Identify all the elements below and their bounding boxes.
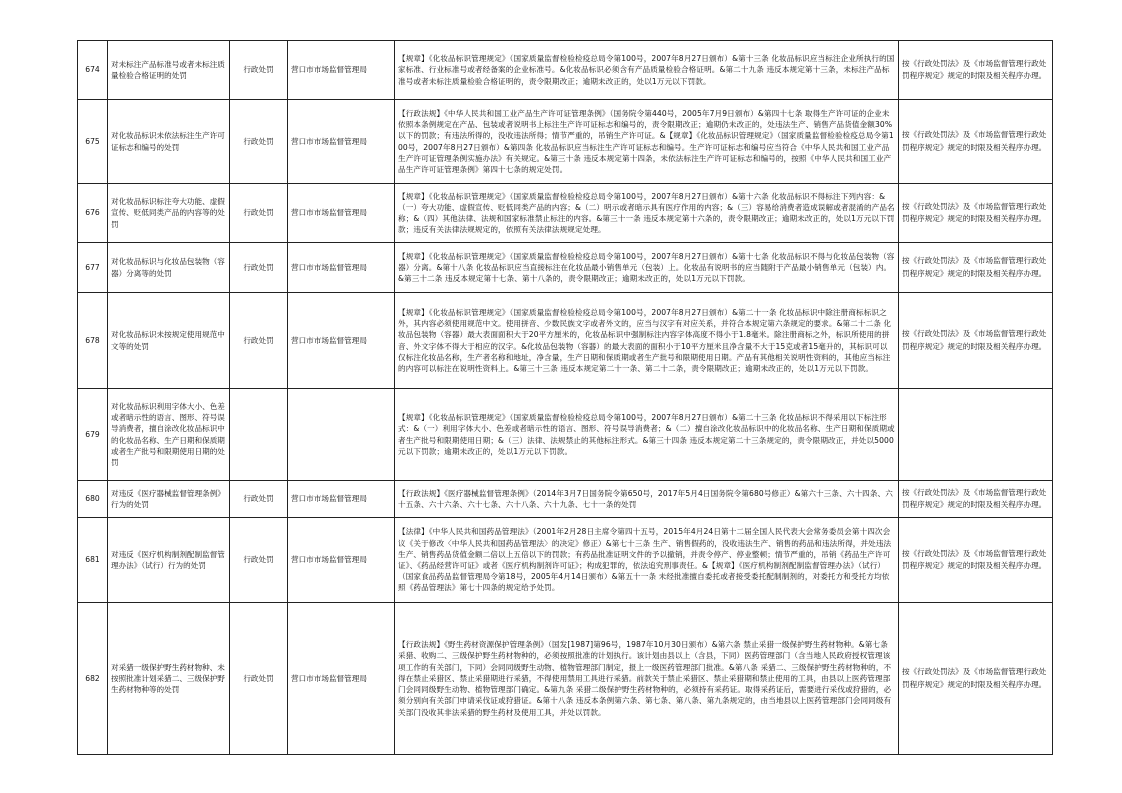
item-name: 对化妆品标识利用字体大小、色差或者暗示性的语言、图形、符号误导消费者，擅自涂改化妆品标识中的化妆品名称、生产日期和保质期或者生产批号和限期使用日期的处罚 xyxy=(108,389,230,481)
item-name: 对化妆品标识未依法标注生产许可证标志和编号的处罚 xyxy=(108,100,230,184)
legal-basis: 【规章】《化妆品标识管理规定》（国家质量监督检验检疫总局令第100号，2007年8月27日颁布）&第十六条 化妆品标识不得标注下列内容：&（一）夸大功能、虚假宣传、贬低同类产品的内容；&（二）明示或者暗示具有医疗作用的内容；&（三）容易给消费者造成误解或者混淆的产品名称；&（四）其他法律、法规和国家标准禁止标注的内容。&第三十一条 违反本规定第十六条的，责令限期改正；逾期未改正的，处以1万元以下罚款；违反有关法律法规规定的，依照有关法律法规规定处理。 xyxy=(395,184,899,243)
table-row xyxy=(78,243,1053,293)
table-row xyxy=(78,389,1053,481)
table-row xyxy=(78,603,1053,755)
legal-basis: 【行政法规】《中华人民共和国工业产品生产许可证管理条例》（国务院令第440号，2005年7月9日颁布）&第四十七条 取得生产许可证的企业未依照本条例规定在产品、包装或者说明书上标注生产许可证标志和编号的，责令限期改正；逾期仍未改正的，处违法生产、销售产品货值金额30%以下的罚款；有违法所得的，没收违法所得；情节严重的，吊销生产许可证。&【规章】《化妆品标识管理规定》（国家质量监督检验检疫总局令第100号，2007年8月27日颁布）&第四条 化妆品标识应当标注生产许可证标志和编号。生产许可证标志和编号应当符合《中华人民共和国工业产品生产许可证管理条例实施办法》有关规定。&第三十条 违反本规定第十四条，未依法标注生产许可证标志和编号的，按照《中华人民共和国工业产品生产许可证管理条例》第四十七条的规定处罚。 xyxy=(395,100,899,184)
item-name: 对化妆品标识标注夸大功能、虚假宣传、贬低同类产品的内容等的处罚 xyxy=(108,184,230,243)
item-name: 对违反《医疗机构制剂配制监督管理办法》（试行）行为的处罚 xyxy=(108,518,230,603)
power-type: 行政处罚 xyxy=(230,518,288,603)
item-number: 681 xyxy=(78,518,108,603)
legal-basis: 【行政法规】《医疗器械监督管理条例》（2014年3月7日国务院令第650号，2017年5月4日国务院令第680号修正）&第六十三条、六十四条、六十五条、六十六条、六十七条、六十八条、六十九条、七十一条的处罚 xyxy=(395,481,899,518)
procedure-note: 按《行政处罚法》及《市场监督管理行政处罚程序规定》规定的时限及相关程序办理。 xyxy=(899,100,1053,184)
implementing-agency: 营口市市场监督管理局 xyxy=(288,518,395,603)
table-row xyxy=(78,293,1053,389)
item-number: 680 xyxy=(78,481,108,518)
permission-list-page xyxy=(77,40,1052,755)
power-type: 行政处罚 xyxy=(230,243,288,293)
power-type: 行政处罚 xyxy=(230,481,288,518)
implementing-agency: 营口市市场监督管理局 xyxy=(288,243,395,293)
item-number: 677 xyxy=(78,243,108,293)
power-type: 行政处罚 xyxy=(230,603,288,755)
implementing-agency: 营口市市场监督管理局 xyxy=(288,293,395,389)
item-number: 674 xyxy=(78,41,108,100)
item-name: 对化妆品标识与化妆品包装物（容器）分离等的处罚 xyxy=(108,243,230,293)
penalty-table xyxy=(77,40,1053,755)
table-row xyxy=(78,184,1053,243)
legal-basis: 【规章】《化妆品标识管理规定》（国家质量监督检验检疫总局令第100号，2007年8月27日颁布）&第二十三条 化妆品标识不得采用以下标注形式：&（一）利用字体大小、色差或者暗示性的语言、图形、符号误导消费者；&（二）擅自涂改化妆品标识中的化妆品名称、生产日期和保质期或者生产批号和限期使用日期；&（三）法律、法规禁止的其他标注形式。&第三十四条 违反本规定第二十三条规定的，责令限期改正，并处以5000元以下罚款；逾期未改正的，处以1万元以下罚款。 xyxy=(395,389,899,481)
procedure-note: 按《行政处罚法》及《市场监督管理行政处罚程序规定》规定的时限及相关程序办理。 xyxy=(899,293,1053,389)
procedure-note: 按《行政处罚法》及《市场监督管理行政处罚程序规定》规定的时限及相关程序办理。 xyxy=(899,41,1053,100)
item-name: 对采猎一级保护野生药材物种、未按照批准计划采猎二、三级保护野生药材物种等的处罚 xyxy=(108,603,230,755)
procedure-note: 按《行政处罚法》及《市场监督管理行政处罚程序规定》规定的时限及相关程序办理。 xyxy=(899,518,1053,603)
item-number: 676 xyxy=(78,184,108,243)
table-row xyxy=(78,518,1053,603)
legal-basis: 【规章】《化妆品标识管理规定》（国家质量监督检验检疫总局令第100号，2007年8月27日颁布）&第十七条 化妆品标识不得与化妆品包装物（容器）分离。&第十八条 化妆品标识应当直接标注在化妆品最小销售单元（包装）上。化妆品有说明书的应当随附于产品最小销售单元（包装）内。&第三十二条 违反本规定第十七条、第十八条的，责令限期改正；逾期未改正的，处以1万元以下罚款。 xyxy=(395,243,899,293)
item-number: 678 xyxy=(78,293,108,389)
table-row xyxy=(78,100,1053,184)
power-type: 行政处罚 xyxy=(230,293,288,389)
procedure-note: 按《行政处罚法》及《市场监督管理行政处罚程序规定》规定的时限及相关程序办理。 xyxy=(899,243,1053,293)
item-number: 675 xyxy=(78,100,108,184)
procedure-note: 按《行政处罚法》及《市场监督管理行政处罚程序规定》规定的时限及相关程序办理。 xyxy=(899,603,1053,755)
legal-basis: 【法律】《中华人民共和国药品管理法》（2001年2月28日主席令第四十五号，2015年4月24日第十二届全国人民代表大会常务委员会第十四次会议《关于修改〈中华人民共和国药品管理法〉的决定》修正）&第七十三条 生产、销售假药的，没收违法生产、销售的药品和违法所得，并处违法生产、销售药品货值金额二倍以上五倍以下的罚款；有药品批准证明文件的予以撤销，并责令停产、停业整顿；情节严重的，吊销《药品生产许可证》、《药品经营许可证》或者《医疗机构制剂许可证》；构成犯罪的，依法追究刑事责任。&【规章】《医疗机构制剂配制监督管理办法》（试行）（国家食品药品监督管理局令第18号，2005年4月14日颁布）&第五十一条 未经批准擅自委托或者接受委托配制制剂的，对委托方和受托方均依照《药品管理法》第七十四条的规定给予处罚。 xyxy=(395,518,899,603)
item-name: 对未标注产品标准号或者未标注质量检验合格证明的处罚 xyxy=(108,41,230,100)
legal-basis: 【规章】《化妆品标识管理规定》（国家质量监督检验检疫总局令第100号，2007年8月27日颁布）&第十三条 化妆品标识应当标注企业所执行的国家标准、行业标准号或者经备案的企业标准号。&化妆品标识必须含有产品质量检验合格证明。&第二十九条 违反本规定第十三条，未标注产品标准号或者未标注质量检验合格证明的，责令限期改正；逾期未改正的，处以1万元以下罚款。 xyxy=(395,41,899,100)
procedure-note: 按《行政处罚法》及《市场监督管理行政处罚程序规定》规定的时限及相关程序办理。 xyxy=(899,184,1053,243)
power-type: 行政处罚 xyxy=(230,184,288,243)
procedure-note xyxy=(899,389,1053,481)
table-row xyxy=(78,481,1053,518)
procedure-note: 按《行政处罚法》及《市场监督管理行政处罚程序规定》规定的时限及相关程序办理。 xyxy=(899,481,1053,518)
table-row xyxy=(78,41,1053,100)
legal-basis: 【行政法规】《野生药材资源保护管理条例》（国发[1987]第96号，1987年10月30日颁布）&第六条 禁止采猎一级保护野生药材物种。&第七条 采猎、收购二、三级保护野生药材物种的，必须按照批准的计划执行。该计划由县以上（含县，下同）医药管理部门（含当地人民政府授权管理该项工作的有关部门，下同）会同同级野生动物、植物管理部门制定，报上一级医药管理部门批准。&第八条 采猎二、三级保护野生药材物种的，不得在禁止采猎区、禁止采猎期进行采猎，不得使用禁用工具进行采猎。前款关于禁止采猎区、禁止采猎期和禁止使用的工具，由县以上医药管理部门会同同级野生动物、植物管理部门确定。&第九条 采猎二级保护野生药材物种的，必须持有采药证。取得采药证后，需要进行采伐或狩猎的，必须分别向有关部门申请采伐证或狩猎证。&第十八条 违反本条例第六条、第七条、第八条、第九条规定的，由当地县以上医药管理部门会同同级有关部门没收其非法采猎的野生药材及使用工具，并处以罚款。 xyxy=(395,603,899,755)
item-name: 对违反《医疗器械监督管理条例》行为的处罚 xyxy=(108,481,230,518)
implementing-agency: 营口市市场监督管理局 xyxy=(288,603,395,755)
implementing-agency: 营口市市场监督管理局 xyxy=(288,184,395,243)
power-type xyxy=(230,389,288,481)
item-name: 对化妆品标识未按规定使用规范中文等的处罚 xyxy=(108,293,230,389)
implementing-agency: 营口市市场监督管理局 xyxy=(288,481,395,518)
implementing-agency: 营口市市场监督管理局 xyxy=(288,100,395,184)
implementing-agency xyxy=(288,389,395,481)
item-number: 682 xyxy=(78,603,108,755)
power-type: 行政处罚 xyxy=(230,100,288,184)
implementing-agency: 营口市市场监督管理局 xyxy=(288,41,395,100)
legal-basis: 【规章】《化妆品标识管理规定》（国家质量监督检验检疫总局令第100号，2007年8月27日颁布）&第二十一条 化妆品标识中除注册商标标识之外，其内容必须使用规范中文。使用拼音、少数民族文字或者外文的，应当与汉字有对应关系，并符合本规定第六条规定的要求。&第二十二条 化妆品包装物（容器）最大表面面积大于20平方厘米的，化妆品标识中强制标注内容字体高度不得小于1.8毫米。除注册商标之外，标识所使用的拼音、外文字体不得大于相应的汉字。&化妆品包装物（容器）的最大表面的面积小于10平方厘米且净含量不大于15克或者15毫升的，其标识可以仅标注化妆品名称，生产者名称和地址，净含量，生产日期和保质期或者生产批号和限期使用日期。产品有其他相关说明性资料的，其他应当标注的内容可以标注在说明性资料上。&第三十三条 违反本规定第二十一条、第二十二条，责令限期改正；逾期未改正的，处以1万元以下罚款。 xyxy=(395,293,899,389)
power-type: 行政处罚 xyxy=(230,41,288,100)
item-number: 679 xyxy=(78,389,108,481)
